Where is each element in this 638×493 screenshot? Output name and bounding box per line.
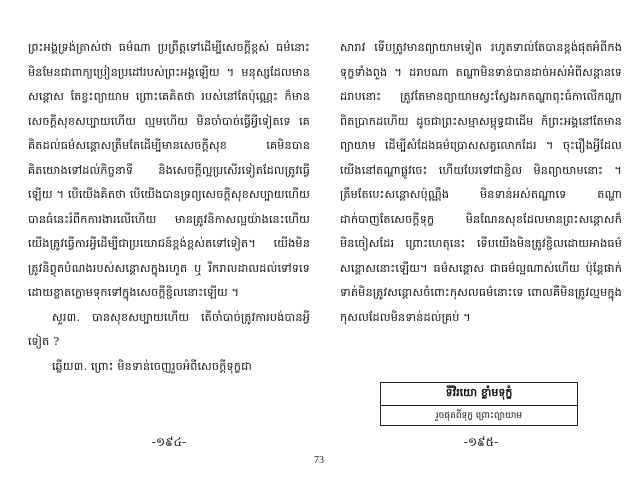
quote-callout-subtitle: រួចផុតពីទុក្ខ ព្រោះព្យាយាម — [435, 411, 523, 421]
quote-callout-title: ទីវិរយោ ខ្លាំមទុក្ខំ — [445, 386, 513, 399]
right-paragraph-1: សារាវ ទើបត្រូវមានព្យាយាមទៀត រហូតទាល់តែបានខ្ពង់ផុតអំពីកងទុក្ខទាំងពួង ។ ដរាបណា តណ្ហាមិនទាន់បានដាច់អស់អំពីសន្តានទេ ដរាបនោះ ត្រូវតែមានព្យាយាមស្វះស្វែងរកតណ្ហាពុះធំកាលើកណ្ហា ពិតប្រាកដហើយ ដូចជាព្រះសម្មាសម្ពុទ្ធជាដើម ក៏ព្រះអង្គនៅតែមានព្យាយាម ដើម្បីសំដែងធម៌ប្រោសសត្វលោកដែរ ។ ចុះរឿងអ្វីដែលយើងនៅតណ្ហាផ្លូវចេះ ហើយបែរទៅជាខ្ជិល មិនព្យាយាមនោះ ។ ត្រឹមតែបេះសន្តោសប៉ុណ្ណឹង មិនទាន់អស់តណ្ហាទេ តណ្ហាដាក់បាញតែសេចក្តីទុក្ខ មិនណែនសុខដែលមានព្រះសន្តោសក៏មិនចៀសដែរ ព្រោះហេតុនេះ ទើបយើងមិនត្រូវខ្ជិលដោយអាងធម៌សន្តោសនោះឡើយ។ ធម៌សន្តោស ជាធម៌ល្អណាស់ហើយ ប៉ុន្តែផាក់ទាត់មិនត្រូវសន្តោសចំពោះកុសលធម៌នោះទេ ពោលគឺមិនត្រូវល្មមក្នុងកុសលដែលមិនទាន់ដល់គ្រប់ ។ — [340, 41, 622, 324]
quote-callout-divider — [381, 405, 577, 406]
quote-callout-box — [380, 382, 578, 426]
left-page — [28, 36, 310, 456]
left-answer-3: ឆ្លើយ៣. ព្រោះ មិនទាន់ចេញរួចអំពីសេចក្តីទុក្ខជា — [52, 359, 252, 373]
left-question-3: សួរ៣. បានសុខសប្បាយហើយ តើចាំបាច់ត្រូវការបង់បានអ្វីទៀត ? — [28, 310, 310, 348]
pdf-page-number: 73 — [314, 455, 324, 466]
right-page — [340, 36, 622, 456]
left-paragraph-1: ព្រះអង្គទ្រង់ត្រាស់ថា ធម៌ណា ប្រព្រឹត្តទៅដើម្បីសេចក្តីខ្ពស់ ធម៌នោះមិនមែនជាពាក្យប្រៀនប្រដៅរបស់ព្រះអង្គឡើយ ។ មនុស្សដែលមានសន្តោស តែខ្វះព្យាយាម ព្រោះគេគិតថា របស់នៅតែប៉ុណ្ណេះ ក៏មានសេចក្តីសុខសប្បាយហើយ ល្មមហើយ មិនចាំបាច់ធ្វើអ្វីទៀតទេ គេគិតដល់ធម៌សន្តោសត្រឹមតែដើម្បីមានសេចក្តីសុខ គេមិនបានគិតយោងទៅដល់កិច្ចនាទី និងសេចក្តីល្អប្រសើរទៀតដែលត្រូវធ្វើឡើយ ។ បើយើងគិតថា បើយើងបានទ្រព្យសេចក្តីសុខសប្បាយហើយ បានធំនេះរំពឹកការងារលើហើយ មានត្រូវនិកាសល្អយ៉ាងនេះហើយ យើងត្រូវធ្វើការអ្វីដើម្បីជាប្រយោជន៍ខ្ពង់ខ្ពស់តទៅទៀត។ យើងមិនត្រូវនិព្វុតបំណងរបស់សន្តោសក្នុងរហូត ឬ រីករាលដាលដល់ទៅទទេ ដោយខ្លាតក្លោមទុកទៅក្នុងសេចក្តីខ្ជិលនោះឡើយ ។ — [28, 41, 310, 299]
right-page-folio: -១៩៥- — [463, 435, 499, 449]
left-page-folio: -១៩៤- — [151, 435, 187, 449]
